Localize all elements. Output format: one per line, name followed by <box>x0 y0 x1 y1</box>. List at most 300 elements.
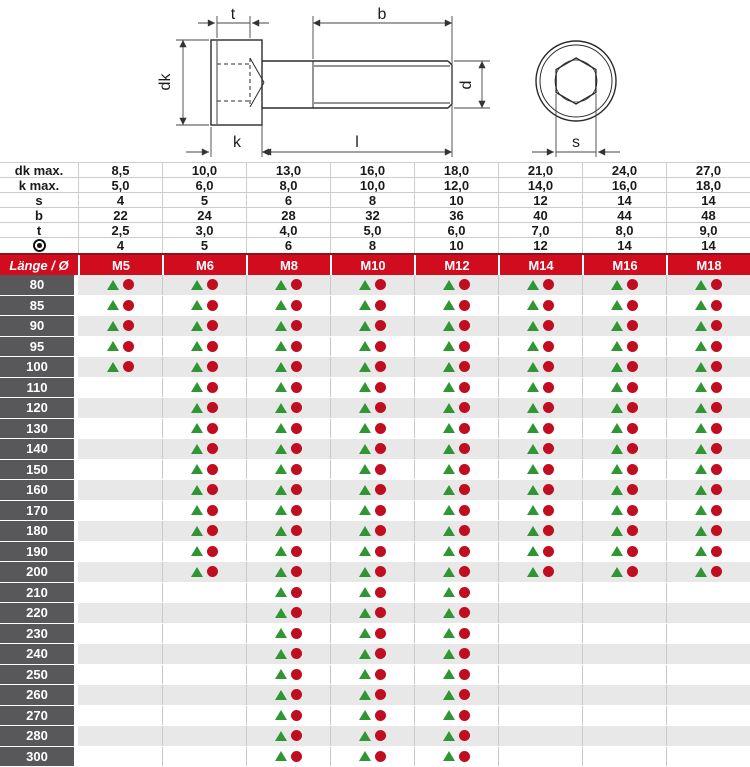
availability-cell <box>246 583 330 603</box>
length-cell: 170 <box>0 501 78 521</box>
triangle-green-icon <box>191 464 203 474</box>
circle-red-icon <box>375 279 386 290</box>
availability-cell <box>498 419 582 439</box>
availability-cell <box>498 501 582 521</box>
circle-red-icon <box>627 382 638 393</box>
circle-red-icon <box>711 443 722 454</box>
availability-cell <box>162 378 246 398</box>
availability-cell <box>582 665 666 685</box>
availability-cell <box>246 480 330 500</box>
triangle-green-icon <box>611 341 623 351</box>
triangle-green-icon <box>275 444 287 454</box>
triangle-green-icon <box>359 505 371 515</box>
triangle-green-icon <box>275 546 287 556</box>
availability-cell <box>330 747 414 767</box>
availability-cell <box>414 460 498 480</box>
availability-cell <box>498 747 582 767</box>
triangle-green-icon <box>107 341 119 351</box>
availability-cell <box>330 296 414 316</box>
circle-red-icon <box>375 525 386 536</box>
availability-cell <box>582 583 666 603</box>
triangle-green-icon <box>695 341 707 351</box>
circle-red-icon <box>207 525 218 536</box>
availability-cell <box>330 583 414 603</box>
circle-red-icon <box>459 320 470 331</box>
availability-cell <box>414 726 498 746</box>
length-cell: 100 <box>0 357 78 377</box>
availability-cell <box>246 624 330 644</box>
triangle-green-icon <box>275 505 287 515</box>
length-cell: 150 <box>0 460 78 480</box>
triangle-green-icon <box>359 464 371 474</box>
availability-cell <box>498 316 582 336</box>
circle-red-icon <box>459 730 470 741</box>
circle-red-icon <box>711 402 722 413</box>
circle-red-icon <box>123 361 134 372</box>
triangle-green-icon <box>359 526 371 536</box>
availability-cell <box>666 480 750 500</box>
availability-cell <box>498 480 582 500</box>
triangle-green-icon <box>107 362 119 372</box>
availability-cell <box>498 296 582 316</box>
triangle-green-icon <box>611 567 623 577</box>
triangle-green-icon <box>359 649 371 659</box>
circle-red-icon <box>207 279 218 290</box>
triangle-green-icon <box>359 628 371 638</box>
circle-red-icon <box>459 484 470 495</box>
availability-cell <box>246 460 330 480</box>
circle-red-icon <box>459 423 470 434</box>
triangle-green-icon <box>359 669 371 679</box>
circle-red-icon <box>711 300 722 311</box>
spec-row <box>0 238 750 253</box>
triangle-green-icon <box>275 710 287 720</box>
availability-cell <box>582 644 666 664</box>
availability-cell <box>330 706 414 726</box>
availability-cell <box>246 337 330 357</box>
table-row <box>0 337 750 358</box>
availability-cell <box>582 357 666 377</box>
column-header-m18: M18 <box>666 255 750 275</box>
table-row <box>0 562 750 583</box>
availability-cell <box>78 685 162 705</box>
availability-cell <box>582 378 666 398</box>
availability-cell <box>498 726 582 746</box>
availability-cell <box>414 685 498 705</box>
spec-value: 5,0 <box>330 223 414 238</box>
triangle-green-icon <box>191 362 203 372</box>
triangle-green-icon <box>191 505 203 515</box>
circle-red-icon <box>291 464 302 475</box>
availability-cell <box>78 439 162 459</box>
circle-red-icon <box>459 751 470 762</box>
triangle-green-icon <box>443 546 455 556</box>
availability-cell <box>162 439 246 459</box>
availability-cell <box>666 706 750 726</box>
availability-cell <box>582 296 666 316</box>
availability-cell <box>498 706 582 726</box>
circle-red-icon <box>207 341 218 352</box>
availability-cell <box>666 460 750 480</box>
hidden-socket-lines <box>217 58 250 107</box>
table-row <box>0 316 750 337</box>
circle-red-icon <box>291 484 302 495</box>
triangle-green-icon <box>527 464 539 474</box>
length-cell: 120 <box>0 398 78 418</box>
triangle-green-icon <box>695 526 707 536</box>
spec-value: 18,0 <box>414 163 498 178</box>
availability-cell <box>162 583 246 603</box>
triangle-green-icon <box>443 567 455 577</box>
availability-cell <box>330 685 414 705</box>
availability-cell <box>330 521 414 541</box>
spec-value: 2,5 <box>78 223 162 238</box>
availability-cell <box>414 603 498 623</box>
screw-end-view <box>536 41 616 121</box>
availability-cell <box>414 665 498 685</box>
triangle-green-icon <box>527 403 539 413</box>
availability-cell <box>246 747 330 767</box>
length-cell: 80 <box>0 275 78 295</box>
triangle-green-icon <box>443 731 455 741</box>
length-cell: 260 <box>0 685 78 705</box>
spec-row <box>0 178 750 193</box>
availability-cell <box>666 398 750 418</box>
circle-red-icon <box>123 279 134 290</box>
column-header-m16: M16 <box>582 255 666 275</box>
spec-value: 14 <box>666 193 750 208</box>
circle-red-icon <box>459 505 470 516</box>
triangle-green-icon <box>527 505 539 515</box>
availability-cell <box>582 501 666 521</box>
availability-cell <box>666 275 750 295</box>
circle-red-icon <box>123 341 134 352</box>
availability-cell <box>498 357 582 377</box>
circle-red-icon <box>123 320 134 331</box>
dim-label-k: k <box>233 134 241 151</box>
length-cell: 180 <box>0 521 78 541</box>
triangle-green-icon <box>527 300 539 310</box>
spec-value: 5 <box>162 193 246 208</box>
triangle-green-icon <box>527 546 539 556</box>
availability-cell <box>246 357 330 377</box>
availability-cell <box>78 644 162 664</box>
circle-red-icon <box>375 382 386 393</box>
availability-cell <box>246 316 330 336</box>
triangle-green-icon <box>359 362 371 372</box>
spec-value: 4,0 <box>246 223 330 238</box>
circle-red-icon <box>375 464 386 475</box>
availability-cell <box>246 562 330 582</box>
spec-value: 8 <box>330 193 414 208</box>
spec-value: 28 <box>246 208 330 223</box>
availability-cell <box>414 419 498 439</box>
triangle-green-icon <box>191 382 203 392</box>
availability-cell <box>78 583 162 603</box>
circle-red-icon <box>207 402 218 413</box>
circle-red-icon <box>375 300 386 311</box>
table-row <box>0 644 750 665</box>
triangle-green-icon <box>191 280 203 290</box>
triangle-green-icon <box>611 444 623 454</box>
circle-red-icon <box>291 525 302 536</box>
circle-red-icon <box>459 566 470 577</box>
circle-red-icon <box>459 464 470 475</box>
screw-side-view <box>211 40 452 125</box>
availability-cell <box>582 706 666 726</box>
circle-red-icon <box>627 361 638 372</box>
availability-cell <box>78 296 162 316</box>
circle-red-icon <box>291 751 302 762</box>
length-cell: 220 <box>0 603 78 623</box>
circle-red-icon <box>291 423 302 434</box>
spec-value: 8,5 <box>78 163 162 178</box>
triangle-green-icon <box>443 280 455 290</box>
circle-red-icon <box>543 341 554 352</box>
triangle-green-icon <box>695 382 707 392</box>
circle-red-icon <box>543 566 554 577</box>
availability-cell <box>246 542 330 562</box>
availability-cell <box>582 603 666 623</box>
triangle-green-icon <box>107 280 119 290</box>
spec-table <box>0 162 750 253</box>
triangle-green-icon <box>443 649 455 659</box>
availability-cell <box>330 419 414 439</box>
circle-red-icon <box>375 607 386 618</box>
triangle-green-icon <box>275 464 287 474</box>
availability-cell <box>582 480 666 500</box>
circle-red-icon <box>627 402 638 413</box>
triangle-green-icon <box>443 341 455 351</box>
circle-red-icon <box>627 484 638 495</box>
availability-table <box>0 253 750 767</box>
circle-red-icon <box>459 361 470 372</box>
availability-cell <box>330 501 414 521</box>
dimension-lines <box>176 16 620 157</box>
length-cell: 130 <box>0 419 78 439</box>
availability-cell <box>330 562 414 582</box>
spec-value: 14 <box>666 238 750 253</box>
circle-red-icon <box>291 648 302 659</box>
circle-red-icon <box>207 484 218 495</box>
availability-cell <box>498 521 582 541</box>
triangle-green-icon <box>443 362 455 372</box>
circle-red-icon <box>291 341 302 352</box>
triangle-green-icon <box>191 546 203 556</box>
triangle-green-icon <box>443 423 455 433</box>
circle-red-icon <box>375 669 386 680</box>
availability-cell <box>246 378 330 398</box>
spec-value: 24,0 <box>582 163 666 178</box>
triangle-green-icon <box>359 751 371 761</box>
availability-cell <box>498 439 582 459</box>
availability-cell <box>162 398 246 418</box>
availability-cell <box>498 603 582 623</box>
circle-red-icon <box>711 320 722 331</box>
circle-red-icon <box>375 648 386 659</box>
spec-value: 40 <box>498 208 582 223</box>
availability-cell <box>666 337 750 357</box>
circle-red-icon <box>459 587 470 598</box>
availability-cell <box>162 501 246 521</box>
triangle-green-icon <box>359 587 371 597</box>
circle-red-icon <box>291 546 302 557</box>
availability-cell <box>246 706 330 726</box>
availability-cell <box>78 706 162 726</box>
availability-cell <box>78 562 162 582</box>
table-row <box>0 685 750 706</box>
spec-row <box>0 163 750 178</box>
spec-value: 12 <box>498 193 582 208</box>
triangle-green-icon <box>527 423 539 433</box>
circle-red-icon <box>207 443 218 454</box>
triangle-green-icon <box>527 382 539 392</box>
triangle-green-icon <box>695 423 707 433</box>
spec-value: 10,0 <box>330 178 414 193</box>
availability-cell <box>666 665 750 685</box>
circle-red-icon <box>291 300 302 311</box>
availability-cell <box>162 337 246 357</box>
triangle-green-icon <box>359 444 371 454</box>
triangle-green-icon <box>611 526 623 536</box>
spec-row-label: t <box>36 223 42 238</box>
table-row <box>0 501 750 522</box>
spec-value: 9,0 <box>666 223 750 238</box>
spec-row-label: dk max. <box>14 163 64 178</box>
circle-red-icon <box>375 566 386 577</box>
availability-cell <box>78 337 162 357</box>
length-cell: 95 <box>0 337 78 357</box>
availability-cell <box>78 480 162 500</box>
circle-red-icon <box>711 505 722 516</box>
availability-cell <box>330 337 414 357</box>
circle-red-icon <box>375 710 386 721</box>
circle-red-icon <box>543 546 554 557</box>
circle-red-icon <box>375 341 386 352</box>
circle-red-icon <box>627 423 638 434</box>
triangle-green-icon <box>443 587 455 597</box>
column-header-length: Länge / Ø <box>0 255 78 275</box>
length-cell: 90 <box>0 316 78 336</box>
spec-value: 4 <box>78 193 162 208</box>
triangle-green-icon <box>527 567 539 577</box>
circle-red-icon <box>459 669 470 680</box>
spec-value: 27,0 <box>666 163 750 178</box>
triangle-green-icon <box>695 546 707 556</box>
circle-red-icon <box>291 669 302 680</box>
table-row <box>0 480 750 501</box>
availability-cell <box>582 521 666 541</box>
triangle-green-icon <box>695 485 707 495</box>
triangle-green-icon <box>359 300 371 310</box>
circle-red-icon <box>291 382 302 393</box>
triangle-green-icon <box>359 710 371 720</box>
triangle-green-icon <box>359 485 371 495</box>
spec-value: 12,0 <box>414 178 498 193</box>
length-cell: 300 <box>0 747 78 767</box>
availability-cell <box>666 296 750 316</box>
spec-value: 48 <box>666 208 750 223</box>
availability-cell <box>330 480 414 500</box>
availability-cell <box>330 275 414 295</box>
triangle-green-icon <box>359 280 371 290</box>
circle-red-icon <box>207 464 218 475</box>
circle-red-icon <box>291 505 302 516</box>
circle-red-icon <box>543 361 554 372</box>
triangle-green-icon <box>443 485 455 495</box>
triangle-green-icon <box>359 423 371 433</box>
circle-red-icon <box>627 505 638 516</box>
triangle-green-icon <box>443 382 455 392</box>
triangle-green-icon <box>695 403 707 413</box>
availability-cell <box>78 542 162 562</box>
spec-value: 12 <box>498 238 582 253</box>
triangle-green-icon <box>611 280 623 290</box>
table-row <box>0 398 750 419</box>
circle-red-icon <box>627 566 638 577</box>
availability-cell <box>498 624 582 644</box>
availability-cell <box>246 603 330 623</box>
circle-red-icon <box>207 566 218 577</box>
availability-cell <box>414 624 498 644</box>
availability-cell <box>330 726 414 746</box>
availability-cell <box>414 316 498 336</box>
triangle-green-icon <box>359 567 371 577</box>
availability-cell <box>78 624 162 644</box>
circle-red-icon <box>459 279 470 290</box>
circle-red-icon <box>711 341 722 352</box>
availability-cell <box>330 439 414 459</box>
availability-cell <box>330 665 414 685</box>
availability-cell <box>498 542 582 562</box>
triangle-green-icon <box>359 382 371 392</box>
spec-value: 3,0 <box>162 223 246 238</box>
triangle-green-icon <box>695 321 707 331</box>
triangle-green-icon <box>443 300 455 310</box>
triangle-green-icon <box>191 321 203 331</box>
circle-red-icon <box>207 505 218 516</box>
availability-cell <box>78 665 162 685</box>
availability-cell <box>78 603 162 623</box>
length-cell: 85 <box>0 296 78 316</box>
column-header-m6: M6 <box>162 255 246 275</box>
spec-value: 6 <box>246 193 330 208</box>
circle-red-icon <box>375 751 386 762</box>
availability-cell <box>414 398 498 418</box>
availability-cell <box>582 685 666 705</box>
circle-red-icon <box>543 423 554 434</box>
spec-value: 8 <box>330 238 414 253</box>
triangle-green-icon <box>359 690 371 700</box>
circle-red-icon <box>711 279 722 290</box>
triangle-green-icon <box>275 587 287 597</box>
triangle-green-icon <box>443 628 455 638</box>
circle-red-icon <box>375 587 386 598</box>
availability-cell <box>414 357 498 377</box>
spec-value: 7,0 <box>498 223 582 238</box>
circle-red-icon <box>291 628 302 639</box>
spec-value: 6 <box>246 238 330 253</box>
triangle-green-icon <box>275 280 287 290</box>
circle-red-icon <box>459 300 470 311</box>
availability-cell <box>162 296 246 316</box>
spec-value: 16,0 <box>330 163 414 178</box>
triangle-green-icon <box>359 731 371 741</box>
availability-cell <box>498 398 582 418</box>
spec-value: 10 <box>414 238 498 253</box>
circle-red-icon <box>459 689 470 700</box>
triangle-green-icon <box>443 710 455 720</box>
